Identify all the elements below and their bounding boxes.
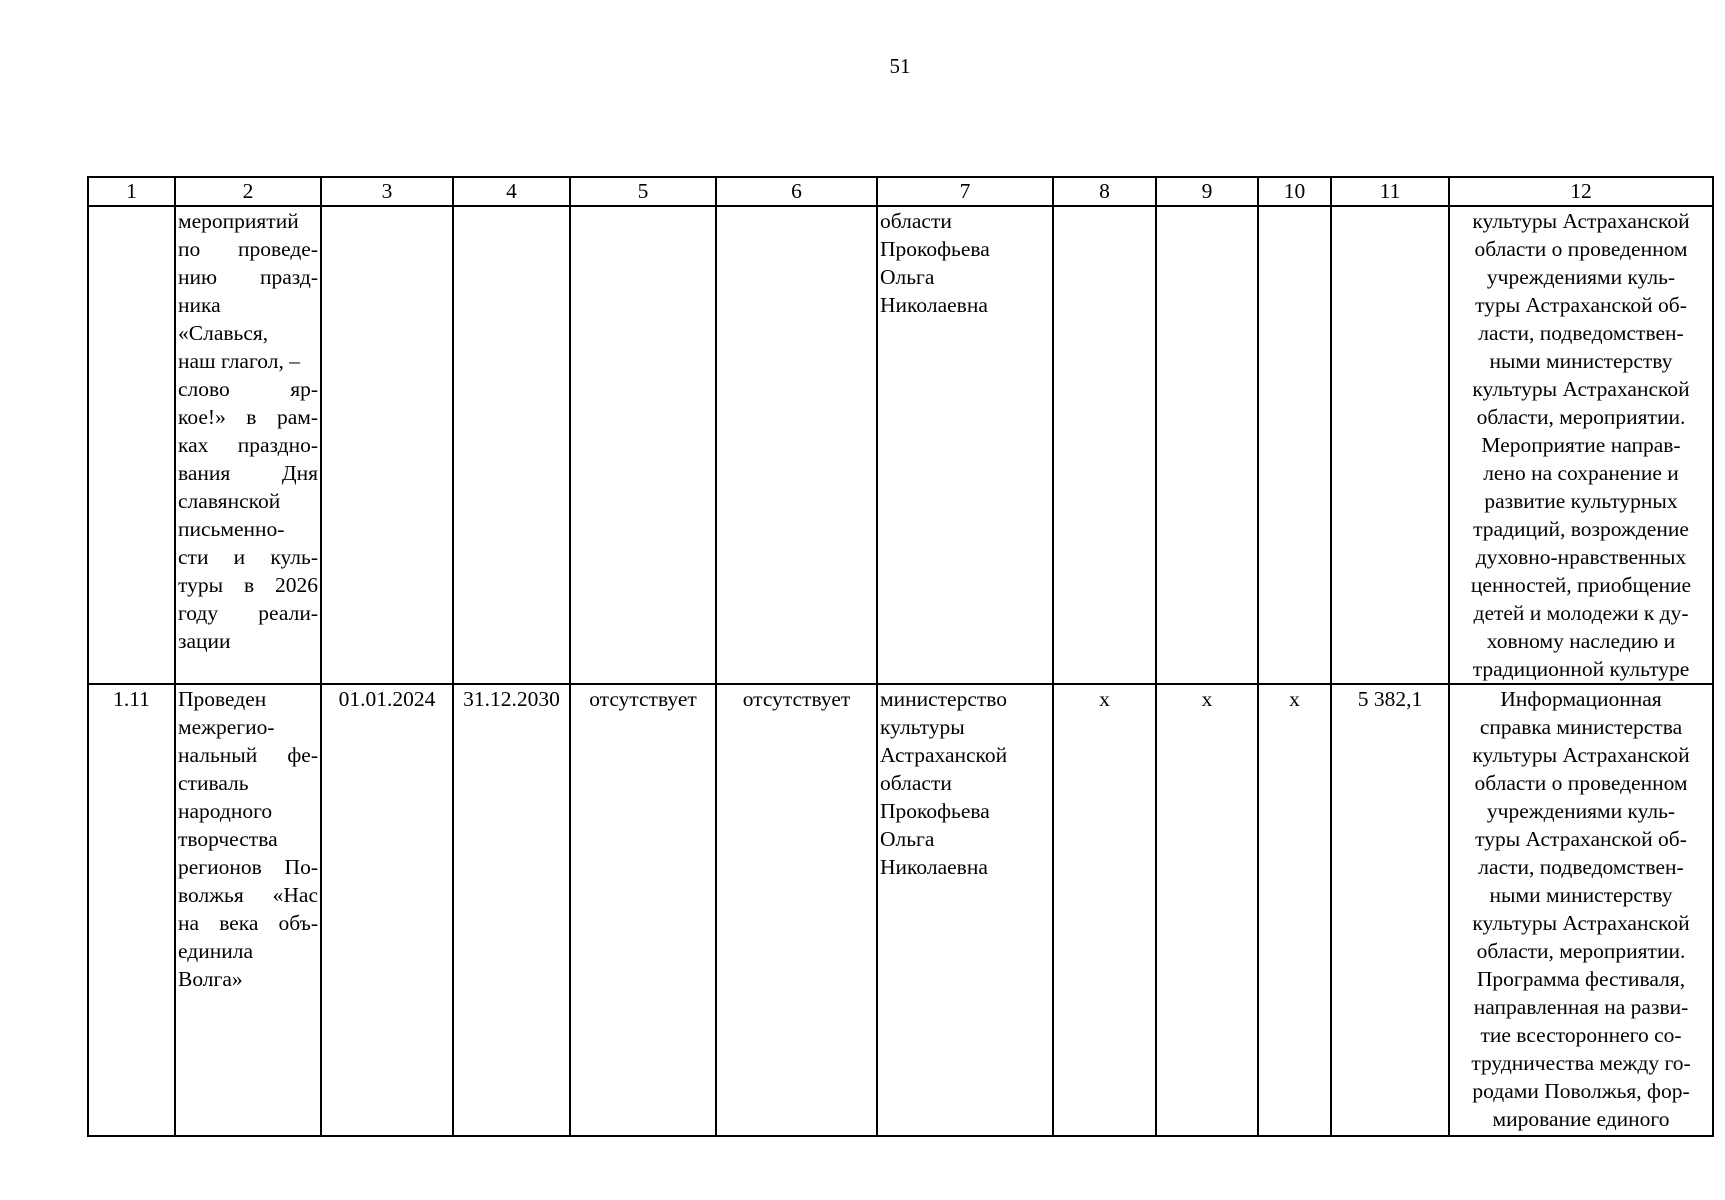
text-line: ховному наследию и (1486, 629, 1676, 653)
text-line: славянской (178, 489, 281, 513)
cell-end-date: 31.12.2030 (453, 684, 570, 1136)
text-line: тие всестороннего со- (1480, 1023, 1682, 1047)
text-line: Николаевна (880, 293, 988, 317)
text-line: стиваль (178, 771, 249, 795)
text-line: развитие культурных (1484, 489, 1678, 513)
text-line: культуры Астраханской (1472, 743, 1690, 767)
cell-event-name (175, 206, 321, 684)
text-line: «Славься, (178, 321, 269, 345)
cell-col6: отсутствует (716, 684, 877, 1136)
header-cell: 8 (1053, 177, 1156, 206)
text-line: вания Дня (178, 461, 318, 485)
cell-col10: х (1258, 684, 1331, 1136)
cell-col6 (716, 206, 877, 684)
cell-col10 (1258, 206, 1331, 684)
text-line: ника (178, 293, 221, 317)
text-line: области (880, 209, 952, 233)
text-line: ласти, подведомствен- (1478, 321, 1684, 345)
text-line: Ольга (880, 265, 935, 289)
cell-result-document (1449, 684, 1713, 1136)
text-line: культуры Астраханской (1472, 911, 1690, 935)
header-cell: 3 (321, 177, 453, 206)
text-line: области о проведенном (1474, 237, 1688, 261)
cell-col5 (570, 206, 716, 684)
page-number: 51 (889, 54, 911, 78)
header-cell: 1 (88, 177, 175, 206)
text-line: Проведен (178, 687, 267, 711)
text-line: творчества (178, 827, 278, 851)
text-line: духовно-нравственных (1475, 545, 1687, 569)
text-line: родами Поволжья, фор- (1472, 1079, 1690, 1103)
header-cell: 6 (716, 177, 877, 206)
text-line: области о проведенном (1474, 771, 1688, 795)
text-line: учреждениями куль- (1486, 265, 1676, 289)
text-line: области (880, 771, 952, 795)
text-line: Прокофьева (880, 799, 990, 823)
cell-funding: 5 382,1 (1331, 684, 1449, 1136)
text-line: межрегио- (178, 715, 275, 739)
text-line: письменно- (178, 517, 285, 541)
text-line: направленная на разви- (1473, 995, 1689, 1019)
table-row-1-11 (88, 684, 1713, 1136)
header-cell: 7 (877, 177, 1053, 206)
text-line: на века объ- (178, 911, 318, 935)
text-line: слово яр- (178, 377, 318, 401)
text-line: ценностей, приобщение (1470, 573, 1692, 597)
cell-start-date: 01.01.2024 (321, 684, 453, 1136)
text-line: культуры Астраханской (1472, 377, 1690, 401)
cell-responsible (877, 684, 1053, 1136)
text-line: наш глагол, – (178, 349, 300, 373)
text-line: Астраханской (880, 743, 1008, 767)
text-line: нию празд- (178, 265, 318, 289)
text-line: области, мероприятии. (1476, 405, 1686, 429)
text-line: Мероприятие направ- (1481, 433, 1681, 457)
text-line: по проведе- (178, 237, 318, 261)
cell-number: 1.11 (88, 684, 175, 1136)
text-line: традиционной культуре (1472, 657, 1690, 681)
text-line: Ольга (880, 827, 935, 851)
header-cell: 12 (1449, 177, 1713, 206)
cell-responsible (877, 206, 1053, 684)
cell-number (88, 206, 175, 684)
text-line: детей и молодежи к ду- (1473, 601, 1689, 625)
text-line: ными министерству (1489, 883, 1673, 907)
text-line: сти и куль- (178, 545, 318, 569)
text-line: Волга» (178, 967, 243, 991)
text-line: зации (178, 629, 231, 653)
text-line: трудничества между го- (1471, 1051, 1691, 1075)
text-line: кое!» в рам- (178, 405, 318, 429)
header-cell: 11 (1331, 177, 1449, 206)
text-line: мирование единого (1492, 1107, 1670, 1131)
cell-col5: отсутствует (570, 684, 716, 1136)
cell-event-name (175, 684, 321, 1136)
text-line: Информационная (1500, 687, 1662, 711)
text-line: области, мероприятии. (1476, 939, 1686, 963)
text-line: лено на сохранение и (1483, 461, 1679, 485)
text-line: Николаевна (880, 855, 988, 879)
text-line: Прокофьева (880, 237, 990, 261)
table-row-continued (88, 206, 1713, 684)
text-line: культуры Астраханской (1472, 209, 1690, 233)
cell-col8 (1053, 206, 1156, 684)
text-line: министерство (880, 687, 1008, 711)
text-line: единила (178, 939, 253, 963)
text-line: нальный фе- (178, 743, 318, 767)
header-cell: 9 (1156, 177, 1258, 206)
cell-end-date (453, 206, 570, 684)
header-cell: 2 (175, 177, 321, 206)
text-line: ласти, подведомствен- (1478, 855, 1684, 879)
text-line: народного (178, 799, 273, 823)
text-line: мероприятий (178, 209, 299, 233)
text-line: туры Астраханской об- (1475, 293, 1687, 317)
text-line: учреждениями куль- (1486, 799, 1676, 823)
text-line: справка министерства (1479, 715, 1683, 739)
cell-start-date (321, 206, 453, 684)
plan-table (87, 176, 1714, 1137)
text-line: ках праздно- (178, 433, 318, 457)
text-line: Программа фестиваля, (1476, 967, 1686, 991)
text-line: году реали- (178, 601, 318, 625)
header-cell: 5 (570, 177, 716, 206)
cell-result-document (1449, 206, 1713, 684)
cell-col9 (1156, 206, 1258, 684)
table-header-row (88, 177, 1713, 206)
text-line: ными министерству (1489, 349, 1673, 373)
text-line: туры в 2026 (178, 573, 318, 597)
header-cell: 10 (1258, 177, 1331, 206)
text-line: культуры (880, 715, 965, 739)
text-line: туры Астраханской об- (1475, 827, 1687, 851)
cell-col9: х (1156, 684, 1258, 1136)
text-line: регионов По- (178, 855, 318, 879)
header-cell: 4 (453, 177, 570, 206)
cell-col11 (1331, 206, 1449, 684)
text-line: волжья «Нас (178, 883, 318, 907)
cell-col8: х (1053, 684, 1156, 1136)
text-line: традиций, возрождение (1473, 517, 1689, 541)
